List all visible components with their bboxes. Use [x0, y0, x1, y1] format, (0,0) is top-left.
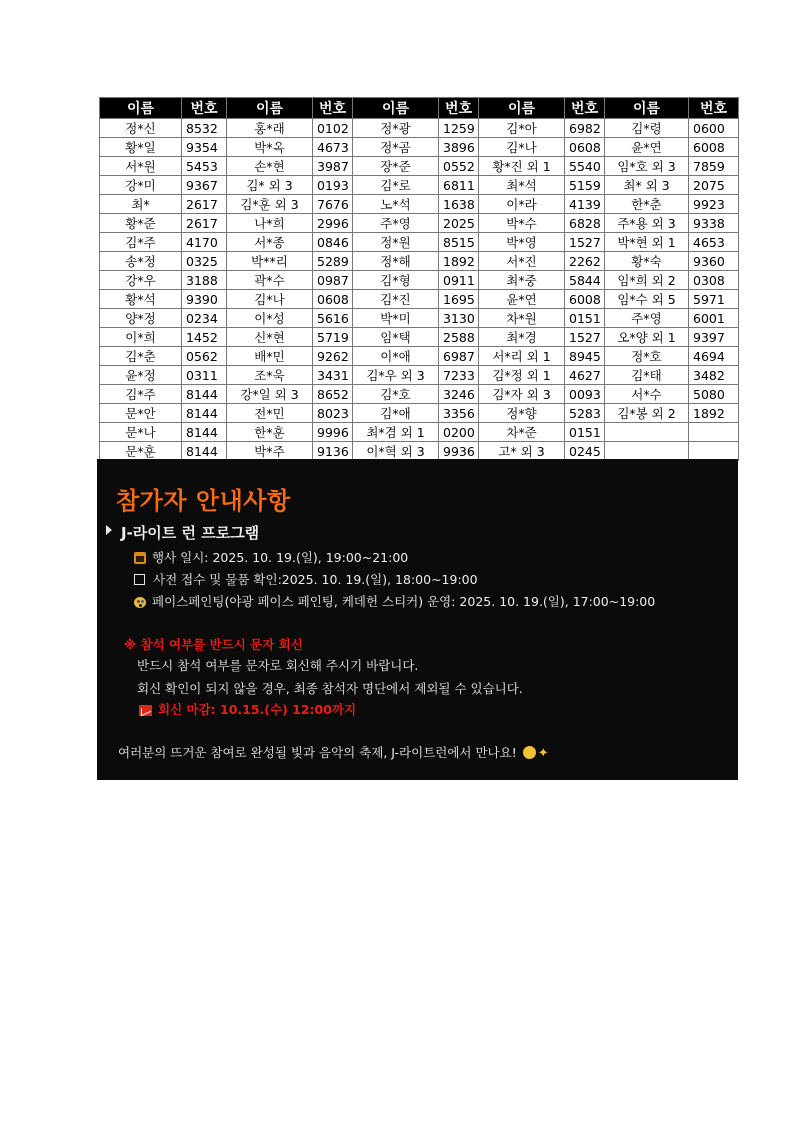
participant-name-cell: 김* 외 3: [227, 176, 313, 195]
pre-registration-text: 사전 접수 및 물품 확인:2025. 10. 19.(일), 18:00~19:00: [153, 572, 478, 587]
header-name: 이름: [353, 98, 439, 119]
participant-name-cell: 황*석: [100, 290, 182, 309]
participant-name-cell: 정*원: [353, 233, 439, 252]
participant-name-cell: 김*주: [100, 385, 182, 404]
event-time-text: 행사 일시: 2025. 10. 19.(일), 19:00~21:00: [152, 550, 409, 565]
participant-number-cell: 8144: [182, 385, 227, 404]
participant-number-cell: 1259: [439, 119, 479, 138]
participant-name-cell: 서*원: [100, 157, 182, 176]
participant-name-cell: 강*일 외 3: [227, 385, 313, 404]
participant-number-cell: 6811: [439, 176, 479, 195]
participant-number-cell: 2025: [439, 214, 479, 233]
participant-number-cell: [689, 442, 739, 461]
participant-name-cell: 김*호: [353, 385, 439, 404]
participant-name-cell: 김*자 외 3: [479, 385, 565, 404]
palette-icon: [134, 597, 146, 608]
participant-name-cell: 한*춘: [605, 195, 689, 214]
participant-number-cell: 5289: [313, 252, 353, 271]
participant-name-cell: 양*정: [100, 309, 182, 328]
participant-name-cell: 임*호 외 3: [605, 157, 689, 176]
table-row: [100, 138, 739, 157]
participant-name-cell: 박*현 외 1: [605, 233, 689, 252]
participant-name-cell: 정*신: [100, 119, 182, 138]
participant-name-cell: 황*진 외 1: [479, 157, 565, 176]
calendar-icon: [134, 552, 146, 564]
reply-deadline: [139, 700, 356, 718]
participant-number-cell: 1638: [439, 195, 479, 214]
participant-name-cell: 강*우: [100, 271, 182, 290]
participant-name-cell: 조*욱: [227, 366, 313, 385]
pre-registration-line: [134, 570, 478, 588]
participant-name-cell: 주*용 외 3: [605, 214, 689, 233]
face-painting-line: [134, 592, 655, 610]
participant-name-cell: 고* 외 3: [479, 442, 565, 461]
participant-number-cell: 0093: [565, 385, 605, 404]
participant-name-cell: 김*형: [353, 271, 439, 290]
participant-number-cell: 5719: [313, 328, 353, 347]
participant-name-cell: 김*애: [353, 404, 439, 423]
participant-name-cell: 이*혁 외 3: [353, 442, 439, 461]
participant-number-cell: 9397: [689, 328, 739, 347]
participant-number-cell: 0325: [182, 252, 227, 271]
participant-name-cell: 김*령: [605, 119, 689, 138]
table-row: [100, 309, 739, 328]
participant-name-cell: 최*석: [479, 176, 565, 195]
participant-number-cell: 8652: [313, 385, 353, 404]
participant-name-cell: 황*준: [100, 214, 182, 233]
participant-name-cell: 신*현: [227, 328, 313, 347]
participant-name-cell: 주*영: [353, 214, 439, 233]
participant-name-cell: 배*민: [227, 347, 313, 366]
participant-number-cell: 4694: [689, 347, 739, 366]
reply-heading: ※ 참석 여부를 반드시 문자 회신: [124, 637, 303, 652]
participant-number-cell: 3482: [689, 366, 739, 385]
participant-roster-table: [99, 97, 739, 461]
participant-number-cell: 2617: [182, 214, 227, 233]
roster-header-row: [100, 98, 739, 119]
participant-number-cell: 0608: [565, 138, 605, 157]
participant-number-cell: 4170: [182, 233, 227, 252]
participant-number-cell: 0562: [182, 347, 227, 366]
participant-name-cell: 곽*수: [227, 271, 313, 290]
participant-number-cell: 8532: [182, 119, 227, 138]
participant-name-cell: 손*현: [227, 157, 313, 176]
participant-number-cell: 3356: [439, 404, 479, 423]
participant-name-cell: 윤*연: [479, 290, 565, 309]
table-row: [100, 195, 739, 214]
participant-name-cell: 김*정 외 1: [479, 366, 565, 385]
participant-name-cell: 황*일: [100, 138, 182, 157]
participant-name-cell: 박*옥: [227, 138, 313, 157]
participant-name-cell: 김*우 외 3: [353, 366, 439, 385]
participant-number-cell: 8144: [182, 404, 227, 423]
table-row: [100, 214, 739, 233]
participant-number-cell: 3987: [313, 157, 353, 176]
participant-number-cell: 0245: [565, 442, 605, 461]
participant-number-cell: 9936: [439, 442, 479, 461]
participant-name-cell: 임*희 외 2: [605, 271, 689, 290]
participant-name-cell: 노*석: [353, 195, 439, 214]
participant-name-cell: 한*훈: [227, 423, 313, 442]
participant-name-cell: 서*종: [227, 233, 313, 252]
closing-message: [118, 743, 549, 761]
participant-number-cell: 0552: [439, 157, 479, 176]
participant-name-cell: 강*미: [100, 176, 182, 195]
participant-number-cell: 0911: [439, 271, 479, 290]
participant-number-cell: 0234: [182, 309, 227, 328]
header-name: 이름: [605, 98, 689, 119]
participant-number-cell: 0102: [313, 119, 353, 138]
participant-number-cell: [689, 423, 739, 442]
participant-name-cell: 최*경: [479, 328, 565, 347]
table-row: [100, 423, 739, 442]
participant-number-cell: 3896: [439, 138, 479, 157]
table-row: [100, 366, 739, 385]
participant-name-cell: 홍*래: [227, 119, 313, 138]
participant-number-cell: 9136: [313, 442, 353, 461]
face-painting-text: 페이스페인팅(야광 페이스 페인팅, 케데헌 스티커) 운영: 2025. 10. 19.(일), 17:00~19:00: [152, 594, 656, 609]
participant-name-cell: 오*양 외 1: [605, 328, 689, 347]
participant-number-cell: 3431: [313, 366, 353, 385]
participant-name-cell: 이*라: [479, 195, 565, 214]
sparkles-icon: ✦: [537, 746, 549, 761]
participant-number-cell: 5540: [565, 157, 605, 176]
participant-name-cell: 김*주: [100, 233, 182, 252]
participant-number-cell: 8515: [439, 233, 479, 252]
participant-number-cell: 2996: [313, 214, 353, 233]
header-number: 번호: [439, 98, 479, 119]
participant-number-cell: 4673: [313, 138, 353, 157]
participant-number-cell: 5971: [689, 290, 739, 309]
participant-name-cell: 차*준: [479, 423, 565, 442]
participant-name-cell: 이*성: [227, 309, 313, 328]
participant-name-cell: 문*훈: [100, 442, 182, 461]
participant-number-cell: 5283: [565, 404, 605, 423]
participant-name-cell: 문*나: [100, 423, 182, 442]
participant-number-cell: 6982: [565, 119, 605, 138]
participant-number-cell: 6008: [689, 138, 739, 157]
header-number: 번호: [313, 98, 353, 119]
participant-number-cell: 0600: [689, 119, 739, 138]
program-title: J-라이트 런 프로그램: [121, 524, 260, 542]
participant-name-cell: 최*: [100, 195, 182, 214]
participant-number-cell: 1527: [565, 328, 605, 347]
participant-name-cell: 정*광: [353, 119, 439, 138]
participant-name-cell: 박*주: [227, 442, 313, 461]
participant-name-cell: 나*희: [227, 214, 313, 233]
participant-number-cell: 0151: [565, 309, 605, 328]
participant-number-cell: 1695: [439, 290, 479, 309]
participant-number-cell: 4139: [565, 195, 605, 214]
smile-icon: [523, 746, 536, 759]
participant-number-cell: 7233: [439, 366, 479, 385]
participant-name-cell: 김*춘: [100, 347, 182, 366]
participant-number-cell: 2075: [689, 176, 739, 195]
table-row: [100, 271, 739, 290]
participant-name-cell: 문*안: [100, 404, 182, 423]
reply-instruction: 반드시 참석 여부를 문자로 회신해 주시기 바랍니다.: [137, 658, 419, 673]
participant-number-cell: 9390: [182, 290, 227, 309]
participant-notice-panel: [97, 459, 738, 780]
participant-name-cell: 정*호: [605, 347, 689, 366]
table-row: [100, 290, 739, 309]
participant-number-cell: 9262: [313, 347, 353, 366]
participant-name-cell: 임*수 외 5: [605, 290, 689, 309]
participant-number-cell: 0151: [565, 423, 605, 442]
event-time-line: [134, 548, 408, 566]
participant-number-cell: 0200: [439, 423, 479, 442]
participant-name-cell: 황*숙: [605, 252, 689, 271]
participant-number-cell: 5616: [313, 309, 353, 328]
participant-number-cell: 1452: [182, 328, 227, 347]
participant-name-cell: 최*겸 외 1: [353, 423, 439, 442]
table-row: [100, 119, 739, 138]
participant-name-cell: 박**리: [227, 252, 313, 271]
participant-number-cell: 0608: [313, 290, 353, 309]
participant-number-cell: 8144: [182, 423, 227, 442]
participant-number-cell: 1892: [689, 404, 739, 423]
participant-name-cell: 서*리 외 1: [479, 347, 565, 366]
roster-body: [100, 119, 739, 461]
participant-number-cell: 3188: [182, 271, 227, 290]
participant-number-cell: 6828: [565, 214, 605, 233]
bullet-triangle-icon: [106, 525, 112, 535]
participant-name-cell: 김*아: [479, 119, 565, 138]
participant-number-cell: 0193: [313, 176, 353, 195]
table-row: [100, 233, 739, 252]
table-row: [100, 176, 739, 195]
participant-number-cell: 6987: [439, 347, 479, 366]
participant-number-cell: 5080: [689, 385, 739, 404]
participant-name-cell: 최* 외 3: [605, 176, 689, 195]
participant-number-cell: 2588: [439, 328, 479, 347]
participant-name-cell: 송*정: [100, 252, 182, 271]
participant-name-cell: 이*희: [100, 328, 182, 347]
participant-number-cell: 5844: [565, 271, 605, 290]
participant-name-cell: 김*로: [353, 176, 439, 195]
participant-name-cell: 차*원: [479, 309, 565, 328]
participant-number-cell: 9338: [689, 214, 739, 233]
participant-number-cell: 9360: [689, 252, 739, 271]
participant-number-cell: 5159: [565, 176, 605, 195]
participant-name-cell: 김*봉 외 2: [605, 404, 689, 423]
table-row: [100, 442, 739, 461]
participant-number-cell: 3130: [439, 309, 479, 328]
table-row: [100, 157, 739, 176]
participant-name-cell: 윤*정: [100, 366, 182, 385]
participant-number-cell: 9354: [182, 138, 227, 157]
participant-name-cell: 정*향: [479, 404, 565, 423]
table-row: [100, 252, 739, 271]
participant-number-cell: 0311: [182, 366, 227, 385]
header-number: 번호: [182, 98, 227, 119]
participant-name-cell: 서*진: [479, 252, 565, 271]
table-row: [100, 385, 739, 404]
participant-name-cell: 이*애: [353, 347, 439, 366]
participant-name-cell: 김*태: [605, 366, 689, 385]
participant-number-cell: 9996: [313, 423, 353, 442]
table-row: [100, 347, 739, 366]
participant-number-cell: 6001: [689, 309, 739, 328]
participant-number-cell: 1892: [439, 252, 479, 271]
participant-name-cell: 정*곰: [353, 138, 439, 157]
participant-number-cell: 2262: [565, 252, 605, 271]
table-row: [100, 328, 739, 347]
participant-number-cell: 9923: [689, 195, 739, 214]
participant-name-cell: 윤*연: [605, 138, 689, 157]
closing-text: 여러분의 뜨거운 참여로 완성될 빛과 음악의 축제, J-라이트런에서 만나요!: [118, 745, 517, 760]
participant-name-cell: 주*영: [605, 309, 689, 328]
header-number: 번호: [689, 98, 739, 119]
participant-name-cell: 김*훈 외 3: [227, 195, 313, 214]
participant-number-cell: 0987: [313, 271, 353, 290]
participant-number-cell: 6008: [565, 290, 605, 309]
participant-number-cell: 8945: [565, 347, 605, 366]
participant-name-cell: 서*수: [605, 385, 689, 404]
notice-title: 참가자 안내사항: [116, 487, 291, 515]
checkbox-icon: [134, 574, 145, 585]
participant-number-cell: 8144: [182, 442, 227, 461]
table-row: [100, 404, 739, 423]
participant-name-cell: 박*미: [353, 309, 439, 328]
participant-name-cell: 장*준: [353, 157, 439, 176]
participant-name-cell: 정*해: [353, 252, 439, 271]
participant-number-cell: 4627: [565, 366, 605, 385]
header-name: 이름: [227, 98, 313, 119]
participant-name-cell: 전*민: [227, 404, 313, 423]
participant-name-cell: 김*나: [227, 290, 313, 309]
participant-number-cell: 7859: [689, 157, 739, 176]
participant-name-cell: 김*진: [353, 290, 439, 309]
participant-name-cell: [605, 442, 689, 461]
reply-deadline-text: 회신 마감: 10.15.(수) 12:00까지: [158, 702, 357, 717]
participant-number-cell: 5453: [182, 157, 227, 176]
participant-number-cell: 1527: [565, 233, 605, 252]
reply-warning: 회신 확인이 되지 않을 경우, 최종 참석자 명단에서 제외될 수 있습니다.: [137, 681, 523, 696]
envelope-icon: [139, 705, 152, 716]
participant-name-cell: 박*영: [479, 233, 565, 252]
participant-number-cell: 0846: [313, 233, 353, 252]
participant-number-cell: 7676: [313, 195, 353, 214]
participant-number-cell: 2617: [182, 195, 227, 214]
participant-number-cell: 0308: [689, 271, 739, 290]
participant-name-cell: 박*수: [479, 214, 565, 233]
participant-number-cell: 3246: [439, 385, 479, 404]
header-number: 번호: [565, 98, 605, 119]
participant-name-cell: 임*택: [353, 328, 439, 347]
participant-name-cell: [605, 423, 689, 442]
participant-number-cell: 8023: [313, 404, 353, 423]
participant-name-cell: 최*중: [479, 271, 565, 290]
header-name: 이름: [479, 98, 565, 119]
participant-number-cell: 4653: [689, 233, 739, 252]
participant-number-cell: 9367: [182, 176, 227, 195]
header-name: 이름: [100, 98, 182, 119]
participant-name-cell: 김*나: [479, 138, 565, 157]
